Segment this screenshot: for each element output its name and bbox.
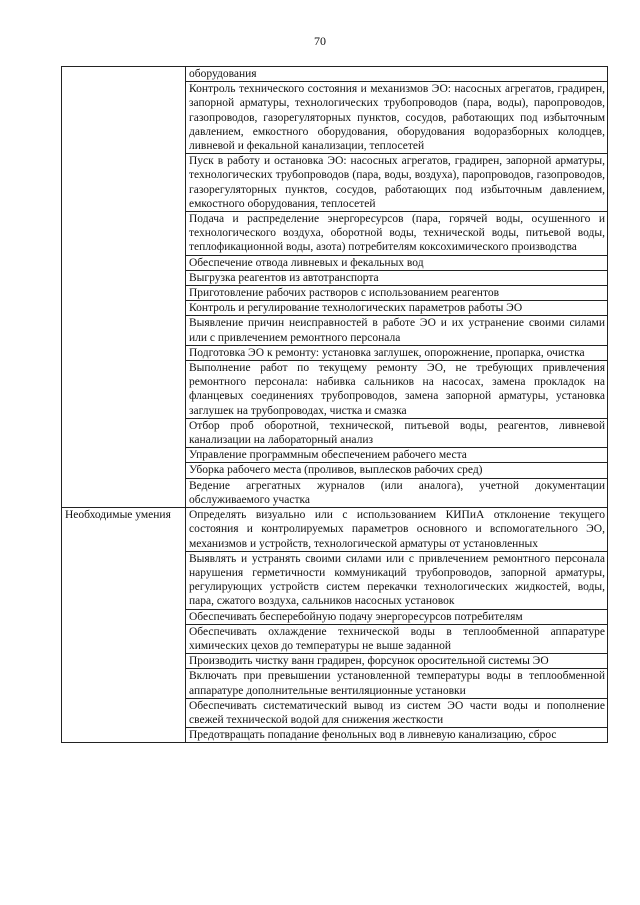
requirement-cell: Подготовка ЭО к ремонту: установка заглушек, опорожнение, пропарка, очистка — [186, 345, 608, 360]
requirement-cell: Обеспечивать систематический вывод из систем ЭО части воды и пополнение свежей технической водой для снижения жесткости — [186, 698, 608, 727]
requirement-cell: Выявлять и устранять своими силами или с привлечением ремонтного персонала нарушения герметичности коммуникаций трубопроводов, запорной арматуры, регулирующих устройств систем перекачки технологических жидкостей, воды, пара, сжатого воздуха, сальников насосных установок — [186, 551, 608, 609]
requirement-cell: Приготовление рабочих растворов с использованием реагентов — [186, 286, 608, 301]
requirement-cell: Обеспечение отвода ливневых и фекальных вод — [186, 255, 608, 270]
section-label: Необходимые умения — [62, 508, 186, 743]
requirement-cell: Подача и распределение энергоресурсов (пара, горячей воды, осушенного и технологического воздуха, оборотной воды, технической воды, питьевой воды, теплофикационной воды, азота) потребителям коксохимического производства — [186, 212, 608, 256]
requirement-cell: Выявление причин неисправностей в работе ЭО и их устранение своими силами или с привлечением ремонтного персонала — [186, 316, 608, 345]
requirement-cell: Контроль технического состояния и механизмов ЭО: насосных агрегатов, градирен, запорной арматуры, технологических трубопроводов (пара, воды), паропроводов, газопроводов, газорегуляторных пунктов, сосудов, работающих под избыточным давлением, емкостного оборудования, оборудования водоразборных колодцев, ливневой и фекальной канализации, теплосетей — [186, 82, 608, 154]
requirement-cell: Предотвращать попадание фенольных вод в ливневую канализацию, сброс — [186, 728, 608, 743]
requirement-cell: Уборка рабочего места (проливов, выплесков рабочих сред) — [186, 463, 608, 478]
requirement-cell: Обеспечивать охлаждение технической воды в теплообменной аппаратуре химических цехов до температуры не выше заданной — [186, 624, 608, 653]
section-label — [62, 67, 186, 508]
requirement-cell: Контроль и регулирование технологических параметров работы ЭО — [186, 301, 608, 316]
requirement-cell: Отбор проб оборотной, технической, питьевой воды, реагентов, ливневой канализации на лабораторный анализ — [186, 418, 608, 447]
requirement-cell: Определять визуально или с использованием КИПиА отклонение текущего состояния и контролируемых параметров основного и вспомогательного ЭО, механизмов и устройств, технологической арматуры от установленных — [186, 508, 608, 552]
table-row — [62, 67, 608, 82]
requirement-cell: Выгрузка реагентов из автотранспорта — [186, 270, 608, 285]
table-body — [62, 67, 608, 743]
requirement-cell: Выполнение работ по текущему ремонту ЭО, не требующих привлечения ремонтного персонала: набивка сальников на насосах, замена прокладок на фланцевых соединениях трубопроводов, замена запорной арматуры, установка заглушек на трубопроводах, чистка и смазка — [186, 361, 608, 419]
requirements-table — [61, 66, 608, 743]
requirement-cell: Пуск в работу и остановка ЭО: насосных агрегатов, градирен, запорной арматуры, технологических трубопроводов (пара, воды, воздуха), паропроводов, газопроводов, газорегуляторных пунктов, сосудов, работающих под избыточным давлением, емкостного оборудования, теплосетей — [186, 154, 608, 212]
requirement-cell: оборудования — [186, 67, 608, 82]
table-row — [62, 508, 608, 552]
page-number: 70 — [314, 34, 326, 48]
requirement-cell: Ведение агрегатных журналов (или аналога), учетной документации обслуживаемого участка — [186, 478, 608, 507]
requirement-cell: Управление программным обеспечением рабочего места — [186, 448, 608, 463]
requirement-cell: Обеспечивать бесперебойную подачу энергоресурсов потребителям — [186, 609, 608, 624]
requirement-cell: Включать при превышении установленной температуры воды в теплообменной аппаратуре дополнительные вентиляционные установки — [186, 669, 608, 698]
requirement-cell: Производить чистку ванн градирен, форсунок оросительной системы ЭО — [186, 654, 608, 669]
